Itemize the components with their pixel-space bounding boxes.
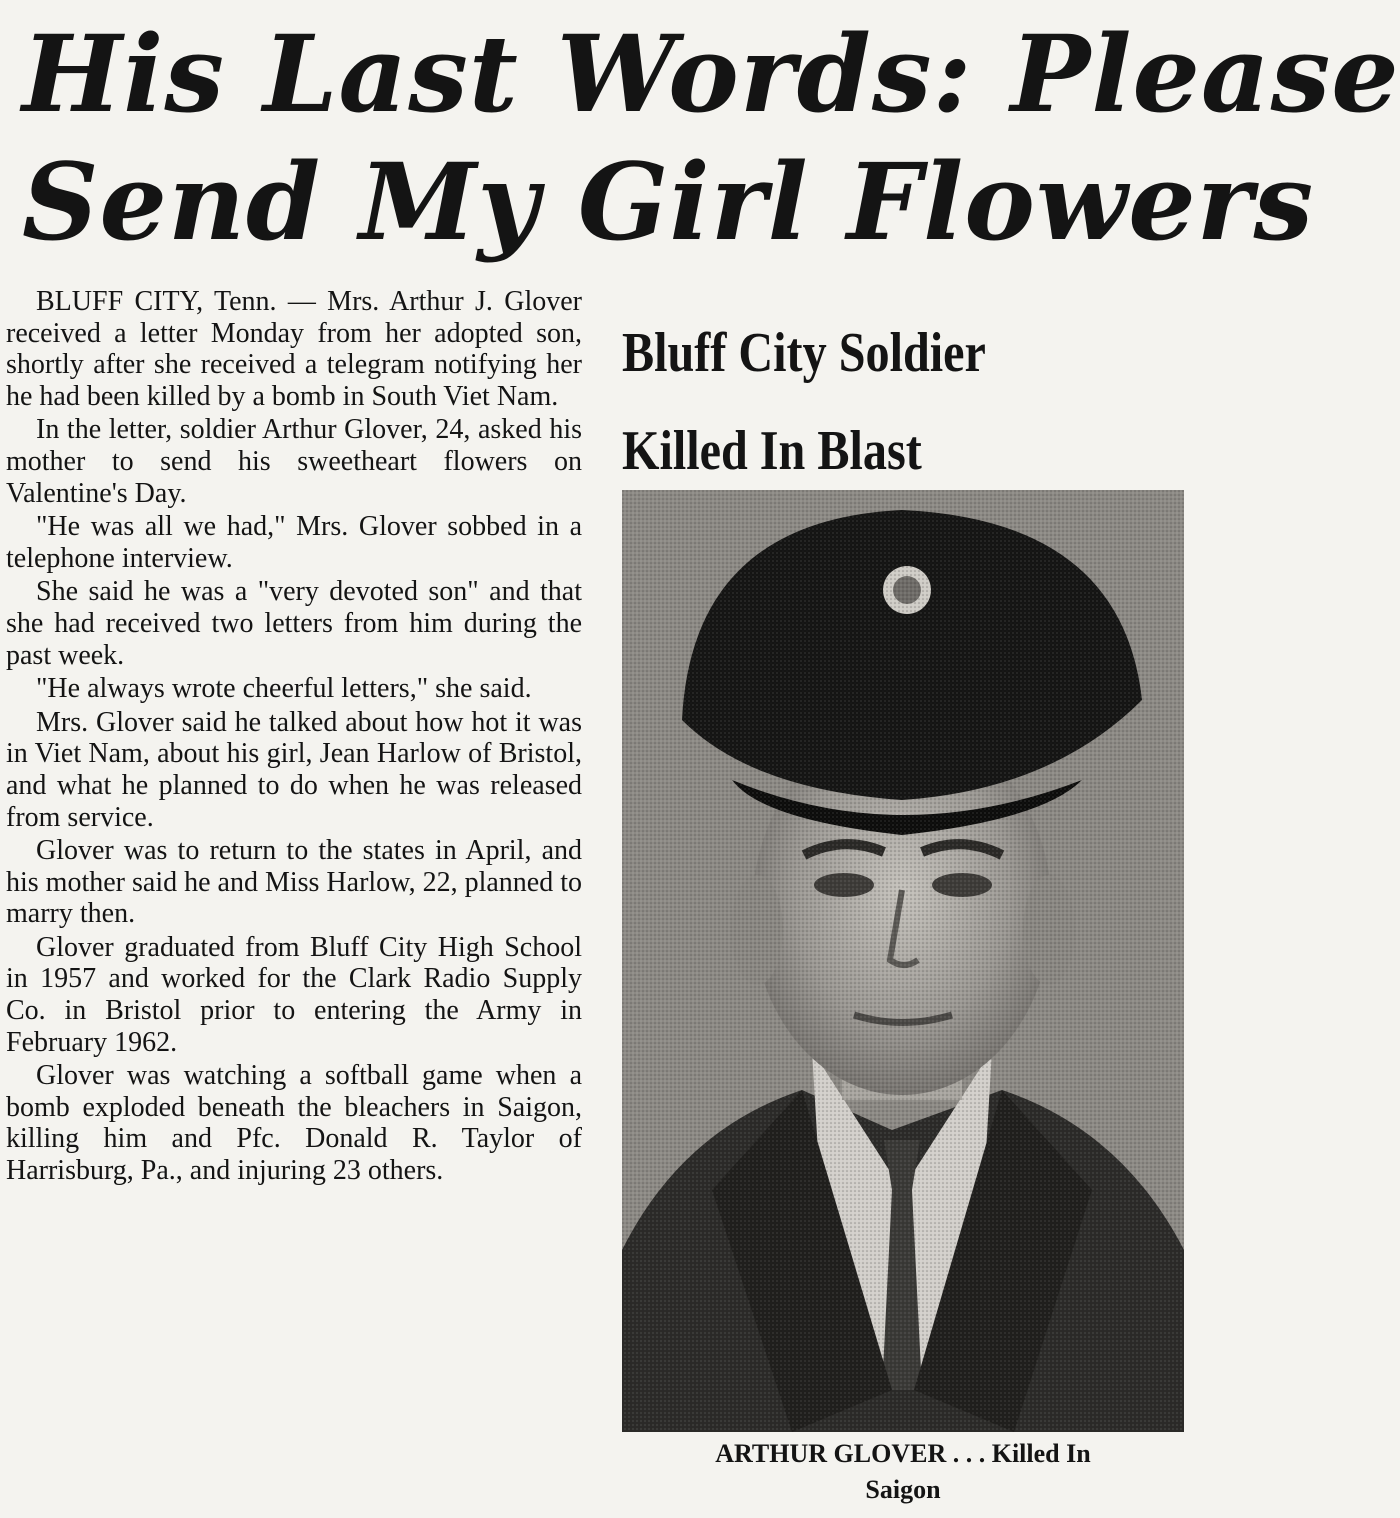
subheadline-line-2: Killed In Blast	[622, 420, 922, 482]
subheadline-line-1: Bluff City Soldier	[622, 322, 986, 384]
paragraph: She said he was a "very devoted son" and that she had received two letters from him during the past week.	[6, 576, 582, 671]
portrait-illustration	[622, 490, 1184, 1432]
article-body	[6, 286, 582, 1189]
paragraph: "He always wrote cheerful letters," she said.	[36, 673, 532, 705]
paragraph: In the letter, soldier Arthur Glover, 24, asked his mother to send his sweetheart flowers on Valentine's Day.	[6, 414, 582, 509]
paragraph: Mrs. Glover said he talked about how hot it was in Viet Nam, about his girl, Jean Harlow of Bristol, and what he planned to do when he was released from service.	[6, 706, 582, 833]
paragraph: BLUFF CITY, Tenn. — Mrs. Arthur J. Glover received a letter Monday from her adopted son, shortly after she received a telegram notifying her he had been killed by a bomb in South Viet Nam.	[6, 286, 582, 412]
soldier-portrait-photo	[622, 490, 1184, 1432]
caption-line-1: ARTHUR GLOVER . . . Killed In	[715, 1439, 1091, 1468]
subheadline	[622, 304, 1104, 500]
paragraph: Glover graduated from Bluff City High School in 1957 and worked for the Clark Radio Supply Co. in Bristol prior to entering the Army in February 1962.	[6, 931, 582, 1058]
photo-caption	[622, 1436, 1184, 1508]
paragraph: Glover was watching a softball game when a bomb exploded beneath the bleachers in Saigon, killing him and Pfc. Donald R. Taylor of Harrisburg, Pa., and injuring 23 others.	[6, 1060, 582, 1187]
headline-line-1: His Last Words: Please	[22, 11, 1400, 136]
paragraph: Glover was to return to the states in April, and his mother said he and Miss Harlow, 22, planned to marry then.	[6, 835, 582, 930]
caption-line-2: Saigon	[865, 1475, 941, 1504]
paragraph: "He was all we had," Mrs. Glover sobbed in a telephone interview.	[6, 511, 582, 574]
headline	[22, 10, 1400, 266]
headline-line-2: Send My Girl Flowers	[22, 139, 1315, 264]
